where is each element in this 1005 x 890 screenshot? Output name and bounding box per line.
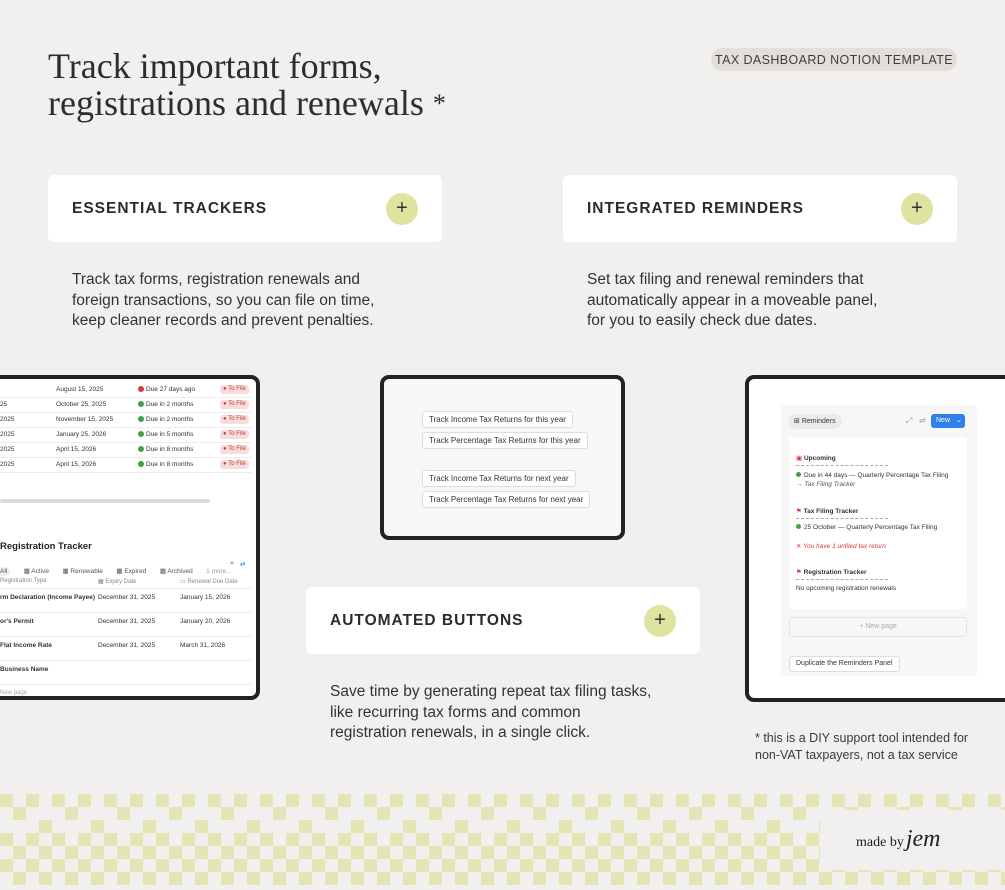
status-dot-icon (138, 446, 144, 452)
track-income-this-year-button[interactable]: Track Income Tax Returns for this year (422, 411, 573, 428)
status-dot-icon (138, 431, 144, 437)
table-row[interactable] (0, 413, 252, 428)
chevron-down-icon[interactable]: ⌄ (956, 417, 962, 424)
footnote-line: non-VAT taxpayers, not a tax service (755, 747, 958, 762)
plus-icon[interactable]: + (644, 605, 676, 637)
section-label: Tax Filing Tracker (803, 508, 859, 515)
desc-line: registration renewals, in a single click. (330, 724, 591, 741)
renewal-date: March 31, 2026 (180, 642, 226, 649)
row-status (138, 386, 195, 393)
tab-label: Expired (124, 568, 147, 575)
tab-expired[interactable]: ▦ Expired (116, 568, 147, 575)
desc-line: foreign transactions, so you can file on time, (72, 291, 375, 309)
expiry-date: December 31, 2025 (98, 618, 156, 625)
reminders-panel (781, 405, 977, 676)
headline-asterisk: * (432, 89, 446, 118)
row-cell: 2025 (0, 461, 15, 468)
made-by-text: made by (856, 835, 904, 850)
registration-tracker-title: Registration Tracker (0, 541, 92, 552)
row-status (138, 446, 193, 453)
tag-text: To File (228, 401, 246, 407)
table-row[interactable] (0, 661, 252, 685)
renewal-date: January 20, 2026 (180, 618, 231, 625)
track-income-next-year-button[interactable]: Track Income Tax Returns for next year (422, 470, 576, 487)
to-file-tag: ● To File (220, 415, 249, 424)
table-row[interactable] (0, 458, 252, 473)
registration-type: Business Name (0, 666, 49, 673)
row-status (138, 461, 193, 468)
device-automated-buttons (380, 375, 625, 540)
status-text: Due in 8 months (146, 446, 194, 453)
status-text: Due in 5 months (146, 431, 194, 438)
item-text: 25 October — Quarterly Percentage Tax Filing (804, 524, 938, 531)
track-percentage-next-year-button[interactable]: Track Percentage Tax Returns for next year (422, 491, 590, 508)
column-label: Renewal Due Date (187, 579, 238, 585)
tag-text: To File (228, 386, 246, 392)
close-icon: ✕ (796, 543, 802, 550)
tax-filing-table (0, 383, 252, 483)
registration-type: rm Declaration (Income Payee) (0, 594, 96, 601)
table-row[interactable] (0, 383, 252, 398)
registration-type: Flat Income Rate (0, 642, 53, 649)
feature-title: ESSENTIAL TRACKERS (72, 199, 268, 217)
feature-description-automated-buttons (330, 682, 700, 744)
filter-icon[interactable]: ⩸ (230, 560, 234, 567)
template-badge: TAX DASHBOARD NOTION TEMPLATE (711, 48, 957, 71)
row-status (138, 401, 193, 408)
row-cell: 25 (0, 401, 8, 408)
expiry-date: December 31, 2025 (98, 642, 156, 649)
status-text: Due in 2 months (146, 416, 194, 423)
disclaimer-footnote (755, 730, 975, 763)
status-dot-icon (796, 472, 801, 477)
desc-line: for you to easily check due dates. (587, 312, 818, 329)
status-text: Due in 2 months (146, 401, 194, 408)
column-label: Expiry Date (105, 579, 137, 585)
desc-line: Save time by generating repeat tax filing tasks, (330, 683, 652, 700)
section-label: Upcoming (803, 455, 836, 462)
row-date: April 15, 2026 (56, 446, 97, 453)
column-header: ▭ Renewal Due Date (180, 579, 238, 585)
brand-logo: jem (905, 826, 941, 852)
new-label: New (936, 417, 951, 424)
status-text: Due 27 days ago (146, 386, 196, 393)
duplicate-reminders-button[interactable]: Duplicate the Reminders Panel (789, 656, 900, 672)
column-header: Registration Type (0, 578, 47, 584)
row-date: October 25, 2025 (56, 401, 107, 408)
tab-archived[interactable]: ▦ Archived (159, 568, 193, 575)
expand-icon[interactable]: ⤢ (906, 416, 913, 425)
expiry-date: December 31, 2025 (98, 594, 156, 601)
flag-icon: ⚑ (796, 569, 802, 576)
registration-type: or's Permit (0, 618, 34, 625)
table-row[interactable] (0, 443, 252, 458)
registration-section-title (796, 568, 867, 576)
page-headline (48, 48, 518, 122)
device-reminders-panel (745, 375, 1005, 702)
table-row[interactable] (0, 398, 252, 413)
calendar-icon: ▣ (796, 455, 803, 462)
tag-text: To File (228, 461, 246, 467)
table-row[interactable] (0, 589, 252, 613)
row-date: January 25, 2026 (56, 431, 107, 438)
tag-text: To File (228, 446, 246, 452)
headline-line-1: Track important forms, (48, 46, 382, 86)
status-text: Due in 8 months (146, 461, 194, 468)
reminders-tab[interactable]: ⊞ Reminders (788, 414, 842, 429)
desc-line: automatically appear in a moveable panel, (587, 291, 878, 309)
desc-line: keep cleaner records and prevent penalties. (72, 312, 374, 329)
new-button[interactable] (931, 414, 965, 428)
decorative-pattern (0, 790, 1005, 890)
row-cell: 2025 (0, 431, 15, 438)
headline-line-2: registrations and renewals (48, 83, 424, 123)
feature-card-automated-buttons[interactable] (306, 587, 700, 654)
row-status (138, 431, 193, 438)
tab-label: Reminders (801, 418, 836, 425)
device-essential-trackers (0, 375, 260, 700)
status-dot-icon (138, 386, 144, 392)
no-upcoming-text: No upcoming registration renewals (796, 585, 897, 592)
tab-label: Archived (167, 568, 193, 575)
desc-line: like recurring tax forms and common (330, 703, 581, 721)
status-dot-icon (138, 461, 144, 467)
filter-icon[interactable]: ⇌ (919, 416, 926, 425)
table-row[interactable] (0, 637, 252, 661)
tab-more[interactable]: 1 more... (206, 568, 232, 575)
feature-description-essential-trackers (72, 270, 442, 332)
table-row[interactable] (0, 428, 252, 443)
tag-text: To File (228, 416, 246, 422)
tax-filing-tracker-link[interactable]: → Tax Filing Tracker (796, 481, 856, 488)
tax-filing-item[interactable] (796, 524, 937, 531)
flag-icon: ⚑ (796, 508, 802, 515)
tab-all[interactable]: All (0, 567, 10, 576)
column-header: ▦ Expiry Date (98, 579, 137, 585)
item-text: Due in 44 days — Quarterly Percentage Tax Filing (804, 472, 949, 479)
warning-text: You have 1 unfiled tax return (803, 543, 886, 550)
new-page-button[interactable]: + New page (789, 617, 967, 637)
renewal-date: January 15, 2026 (180, 594, 231, 601)
table-header (0, 575, 252, 589)
tab-renewable[interactable]: ▦ Renewable (62, 568, 103, 575)
upcoming-section-title (796, 454, 836, 462)
to-file-tag: ● To File (220, 445, 249, 454)
desc-line: Set tax filing and renewal reminders that (587, 271, 864, 288)
tag-text: To File (228, 431, 246, 437)
status-dot-icon (138, 401, 144, 407)
sync-icon[interactable]: ⇄ (240, 561, 246, 568)
plus-icon[interactable]: + (901, 193, 933, 225)
to-file-tag: ● To File (220, 400, 249, 409)
row-cell: 2025 (0, 416, 15, 423)
to-file-tag: ● To File (220, 385, 249, 394)
row-date: April 15, 2026 (56, 461, 97, 468)
tab-label: Active (31, 568, 49, 575)
tab-active[interactable]: ▦ Active (23, 568, 49, 575)
to-file-tag: ● To File (220, 460, 249, 469)
unfiled-warning (796, 542, 886, 550)
row-date: August 15, 2025 (56, 386, 104, 393)
section-label: Registration Tracker (803, 569, 867, 576)
footnote-line: * this is a DIY support tool intended for (755, 731, 969, 745)
horizontal-scrollbar[interactable] (0, 499, 210, 503)
row-status (138, 416, 193, 423)
table-row[interactable] (0, 613, 252, 637)
divider (796, 518, 888, 519)
reminders-card (789, 437, 967, 609)
desc-line: Track tax forms, registration renewals and (72, 271, 361, 288)
plus-icon[interactable]: + (386, 193, 418, 225)
to-file-tag: ● To File (220, 430, 249, 439)
status-dot-icon (138, 416, 144, 422)
row-date: November 15, 2025 (56, 416, 114, 423)
divider (796, 579, 888, 580)
track-percentage-this-year-button[interactable]: Track Percentage Tax Returns for this year (422, 432, 588, 449)
tab-label: Renewable (70, 568, 103, 575)
upcoming-item[interactable] (796, 472, 948, 479)
row-cell: 2025 (0, 446, 15, 453)
brand-signature (856, 826, 940, 853)
feature-card-integrated-reminders[interactable] (563, 175, 957, 242)
feature-card-essential-trackers[interactable] (48, 175, 442, 242)
new-page-link[interactable]: New page (0, 690, 28, 696)
registration-table (0, 589, 252, 696)
divider (796, 465, 888, 466)
tax-filing-section-title (796, 507, 858, 515)
status-dot-icon (796, 524, 801, 529)
feature-title: INTEGRATED REMINDERS (587, 199, 804, 217)
feature-description-integrated-reminders (587, 270, 957, 332)
feature-title: AUTOMATED BUTTONS (330, 611, 524, 629)
